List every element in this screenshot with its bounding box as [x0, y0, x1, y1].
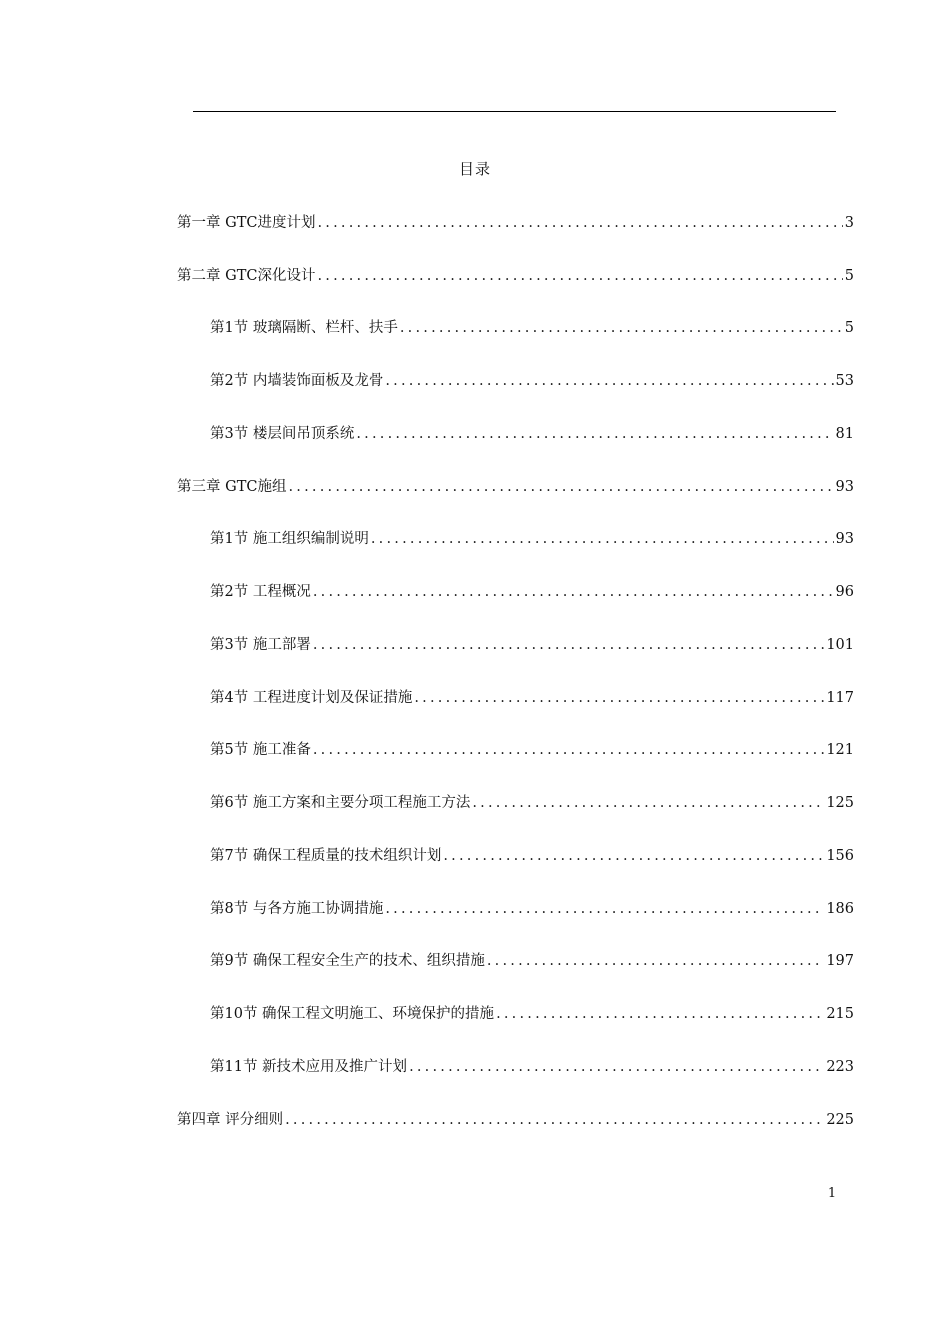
- toc-entry-ch2-section-2[interactable]: [210, 371, 854, 391]
- toc-entry-label: 第11节 新技术应用及推广计划: [210, 1059, 408, 1075]
- toc-dot-leader: [285, 1110, 824, 1130]
- toc-entry-label: 第三章 GTC施组: [177, 479, 287, 495]
- toc-entry-page: 117: [826, 690, 854, 706]
- toc-entry-ch3-section-5[interactable]: [210, 740, 854, 760]
- toc-entry-page: 93: [835, 531, 854, 547]
- toc-entry-ch3-section-11[interactable]: [210, 1057, 854, 1077]
- toc-entry-label: 第5节 施工准备: [210, 742, 311, 758]
- toc-entry-ch3-section-1[interactable]: [210, 529, 854, 549]
- toc-entry-page: 101: [826, 637, 854, 653]
- toc-title: 目录: [458, 160, 491, 178]
- toc-entry-ch3-section-9[interactable]: [210, 951, 854, 971]
- toc-dot-leader: [400, 318, 843, 338]
- toc-entry-chapter-2[interactable]: [177, 266, 854, 286]
- toc-entry-page: 186: [826, 901, 854, 917]
- toc-entry-ch3-section-2[interactable]: [210, 582, 854, 602]
- toc-entry-page: 125: [826, 795, 854, 811]
- toc-dot-leader: [443, 846, 824, 866]
- page-number: 1: [827, 1186, 837, 1201]
- toc-entry-ch3-section-8[interactable]: [210, 899, 854, 919]
- toc-dot-leader: [356, 424, 833, 444]
- toc-entry-label: 第8节 与各方施工协调措施: [210, 901, 384, 917]
- toc-entry-label: 第2节 内墙装饰面板及龙骨: [210, 373, 384, 389]
- toc-entry-page: 5: [844, 268, 854, 284]
- toc-entry-ch2-section-3[interactable]: [210, 424, 854, 444]
- toc-entry-label: 第3节 楼层间吊顶系统: [210, 426, 355, 442]
- toc-entry-label: 第1节 玻璃隔断、栏杆、扶手: [210, 320, 398, 336]
- toc-dot-leader: [313, 635, 824, 655]
- toc-entry-chapter-1[interactable]: [177, 213, 854, 233]
- toc-entry-ch3-section-10[interactable]: [210, 1004, 854, 1024]
- toc-entry-ch3-section-3[interactable]: [210, 635, 854, 655]
- toc-entry-label: 第10节 确保工程文明施工、环境保护的措施: [210, 1006, 495, 1022]
- toc-entry-page: 223: [826, 1059, 854, 1075]
- toc-dot-leader: [371, 529, 834, 549]
- toc-dot-leader: [313, 582, 834, 602]
- toc-dot-leader: [414, 688, 824, 708]
- toc-entry-label: 第4节 工程进度计划及保证措施: [210, 690, 413, 706]
- toc-entry-label: 第二章 GTC深化设计: [177, 268, 316, 284]
- toc-entry-ch3-section-6[interactable]: [210, 793, 854, 813]
- toc-dot-leader: [317, 213, 842, 233]
- toc-entry-label: 第7节 确保工程质量的技术组织计划: [210, 848, 442, 864]
- toc-entry-label: 第9节 确保工程安全生产的技术、组织措施: [210, 953, 485, 969]
- toc-entry-label: 第一章 GTC进度计划: [177, 215, 316, 231]
- toc-entry-page: 121: [826, 742, 854, 758]
- toc-entry-page: 93: [835, 479, 854, 495]
- toc-dot-leader: [385, 899, 824, 919]
- toc-dot-leader: [385, 371, 833, 391]
- toc-entry-page: 197: [826, 953, 854, 969]
- toc-entry-label: 第6节 施工方案和主要分项工程施工方法: [210, 795, 471, 811]
- toc-dot-leader: [317, 266, 842, 286]
- toc-entry-page: 3: [844, 215, 854, 231]
- toc-entry-ch2-section-1[interactable]: [210, 318, 854, 338]
- toc-entry-ch3-section-7[interactable]: [210, 846, 854, 866]
- toc-entry-page: 5: [844, 320, 854, 336]
- toc-entry-chapter-3[interactable]: [177, 477, 854, 497]
- toc-entry-page: 225: [826, 1112, 854, 1128]
- toc-entry-label: 第1节 施工组织编制说明: [210, 531, 369, 547]
- toc-entry-page: 53: [835, 373, 854, 389]
- toc-entry-page: 81: [835, 426, 854, 442]
- toc-dot-leader: [313, 740, 824, 760]
- toc-entry-label: 第3节 施工部署: [210, 637, 311, 653]
- toc-entry-label: 第四章 评分细则: [177, 1112, 284, 1128]
- toc-dot-leader: [472, 793, 824, 813]
- toc-dot-leader: [409, 1057, 824, 1077]
- toc-dot-leader: [487, 951, 824, 971]
- toc-entry-page: 156: [826, 848, 854, 864]
- toc-dot-leader: [288, 477, 833, 497]
- toc-entry-label: 第2节 工程概况: [210, 584, 311, 600]
- toc-entry-ch3-section-4[interactable]: [210, 688, 854, 708]
- toc-dot-leader: [496, 1004, 824, 1024]
- toc-entry-page: 215: [826, 1006, 854, 1022]
- toc-entry-chapter-4[interactable]: [177, 1110, 854, 1130]
- toc-entry-page: 96: [835, 584, 854, 600]
